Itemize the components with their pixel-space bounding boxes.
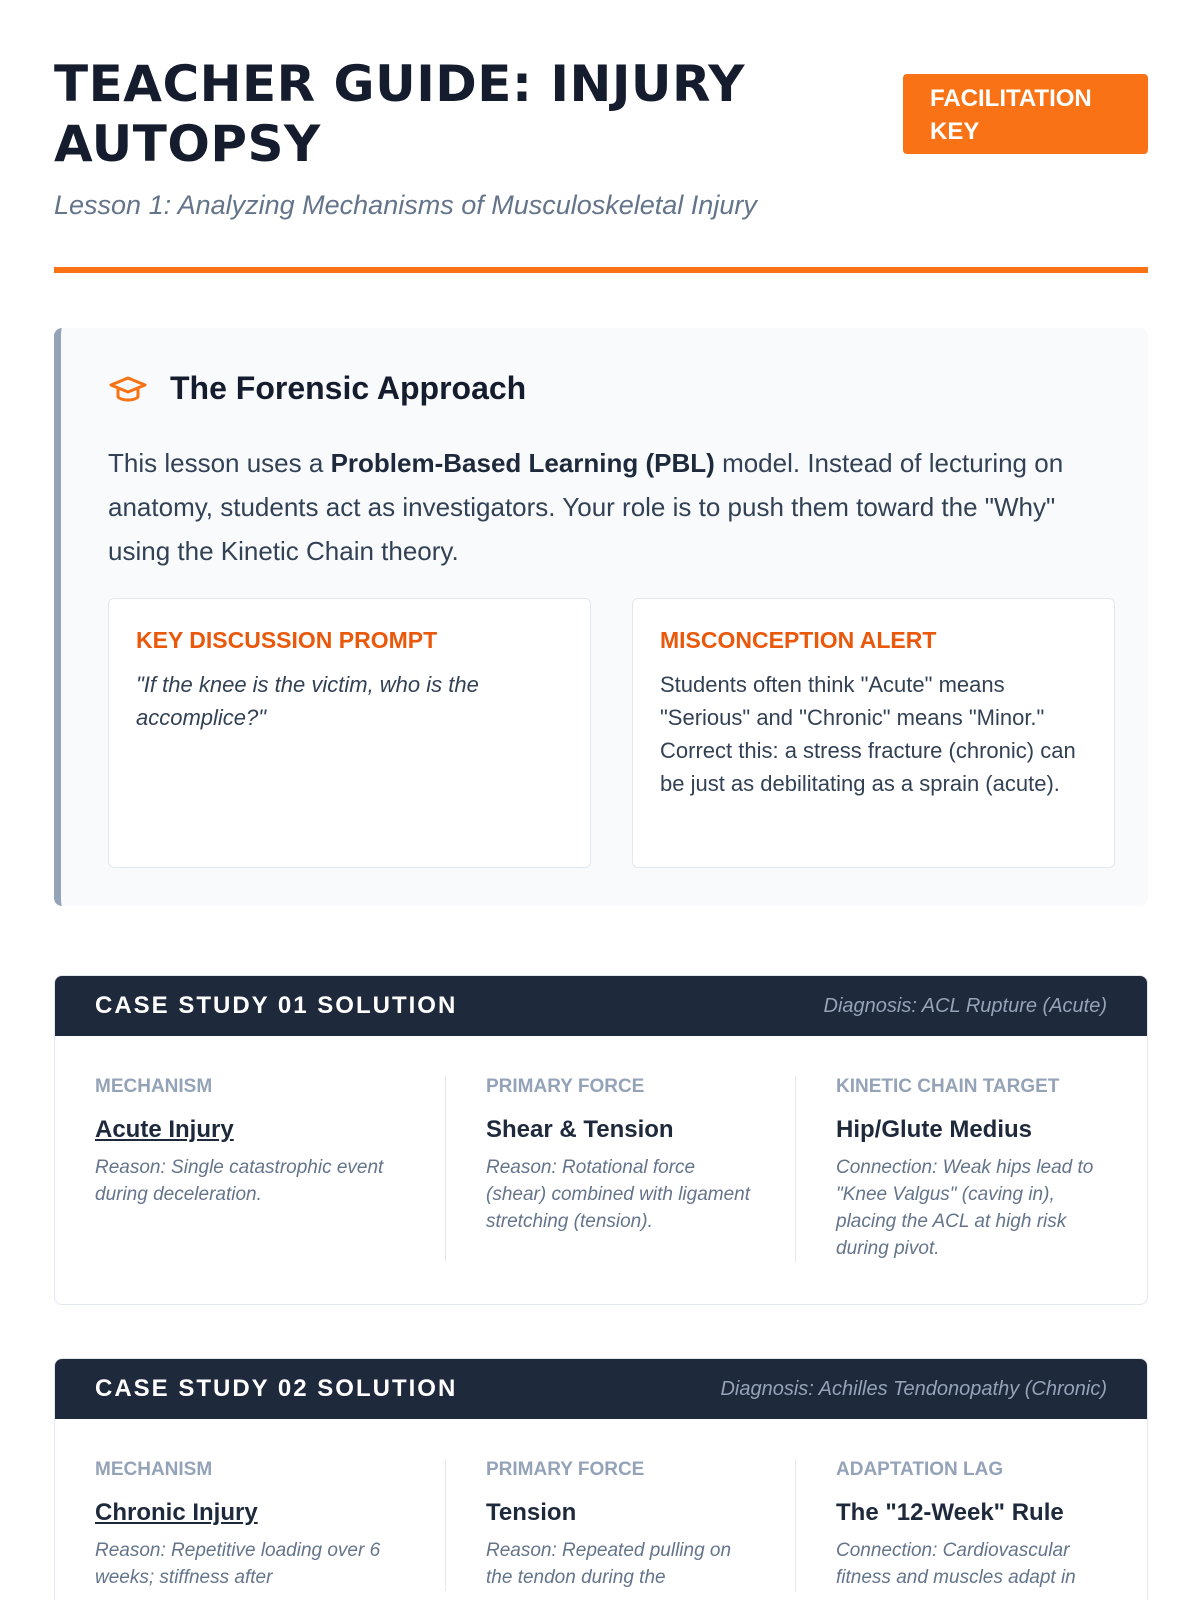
column-title: Chronic Injury [95, 1499, 258, 1526]
page-header [54, 0, 1148, 273]
column-reason: Connection: Cardiovascular fitness and muscles adapt in [836, 1540, 1076, 1588]
adaptation-lag-column [795, 1459, 1145, 1591]
column-label: PRIMARY FORCE [486, 1459, 645, 1480]
case-study-01 [54, 975, 1148, 1305]
column-title: Hip/Glute Medius [836, 1116, 1033, 1143]
discussion-prompt-quote: "If the knee is the victim, who is the accomplice?" [136, 672, 479, 730]
discussion-prompt-card [108, 598, 591, 868]
column-title: Shear & Tension [486, 1116, 674, 1143]
column-reason: Reason: Single catastrophic event during deceleration. [95, 1157, 384, 1205]
case-study-diagnosis: Diagnosis: Achilles Tendonopathy (Chronic) [720, 1377, 1107, 1400]
case-study-header [55, 1359, 1147, 1419]
mechanism-column [95, 1076, 445, 1262]
approach-description [108, 441, 1118, 573]
case-study-header [55, 976, 1147, 1036]
misconception-alert-label: MISCONCEPTION ALERT [660, 627, 937, 653]
case-study-title: CASE STUDY 01 SOLUTION [95, 992, 458, 1019]
case-study-02 [54, 1358, 1148, 1600]
column-label: MECHANISM [95, 1459, 213, 1480]
column-reason: Reason: Rotational force (shear) combined with ligament stretching (tension). [486, 1157, 751, 1232]
column-label: MECHANISM [95, 1076, 213, 1097]
forensic-approach-box [54, 328, 1148, 906]
column-title: Acute Injury [95, 1116, 234, 1143]
column-reason: Reason: Repetitive loading over 6 weeks; stiffness after [95, 1540, 381, 1588]
primary-force-column [445, 1076, 795, 1262]
case-study-diagnosis: Diagnosis: ACL Rupture (Acute) [823, 994, 1107, 1017]
case-study-columns [55, 1419, 1147, 1591]
misconception-alert-card [632, 598, 1115, 868]
column-label: KINETIC CHAIN TARGET [836, 1076, 1060, 1097]
column-reason: Connection: Weak hips lead to "Knee Valgus" (caving in), placing the ACL at high risk during pivot. [836, 1157, 1094, 1259]
column-reason: Reason: Repeated pulling on the tendon during the [486, 1540, 732, 1588]
approach-text-bold: Problem-Based Learning (PBL) [330, 448, 715, 478]
discussion-prompt-label: KEY DISCUSSION PROMPT [136, 627, 438, 653]
primary-force-column [445, 1459, 795, 1591]
header-divider [54, 267, 1148, 273]
approach-text-end: model. Instead of lecturing on anatomy, students act as investigators. Your role is to push them toward the "Why" using the Kinetic Chain theory. [108, 448, 1064, 566]
mechanism-column [95, 1459, 445, 1591]
facilitation-key-badge: FACILITATION KEY [903, 74, 1148, 154]
column-label: PRIMARY FORCE [486, 1076, 645, 1097]
approach-header [108, 370, 526, 407]
case-study-title: CASE STUDY 02 SOLUTION [95, 1375, 458, 1402]
graduation-cap-icon [108, 374, 148, 404]
misconception-alert-text: Students often think "Acute" means "Serious" and "Chronic" means "Minor." Correct this: a stress fracture (chronic) can be just as debilitating as a sprain (acute). [660, 672, 1076, 796]
page-title: TEACHER GUIDE: INJURY AUTOPSY [54, 55, 745, 173]
column-title: Tension [486, 1499, 577, 1526]
column-label: ADAPTATION LAG [836, 1459, 1004, 1480]
approach-text-start: This lesson uses a [108, 448, 331, 478]
approach-title: The Forensic Approach [170, 370, 527, 406]
kinetic-chain-column [795, 1076, 1145, 1262]
page-subtitle: Lesson 1: Analyzing Mechanisms of Musculoskeletal Injury [54, 190, 757, 220]
column-title: The "12-Week" Rule [836, 1499, 1064, 1526]
case-study-columns [55, 1036, 1147, 1262]
teacher-guide-page [54, 0, 1148, 1588]
